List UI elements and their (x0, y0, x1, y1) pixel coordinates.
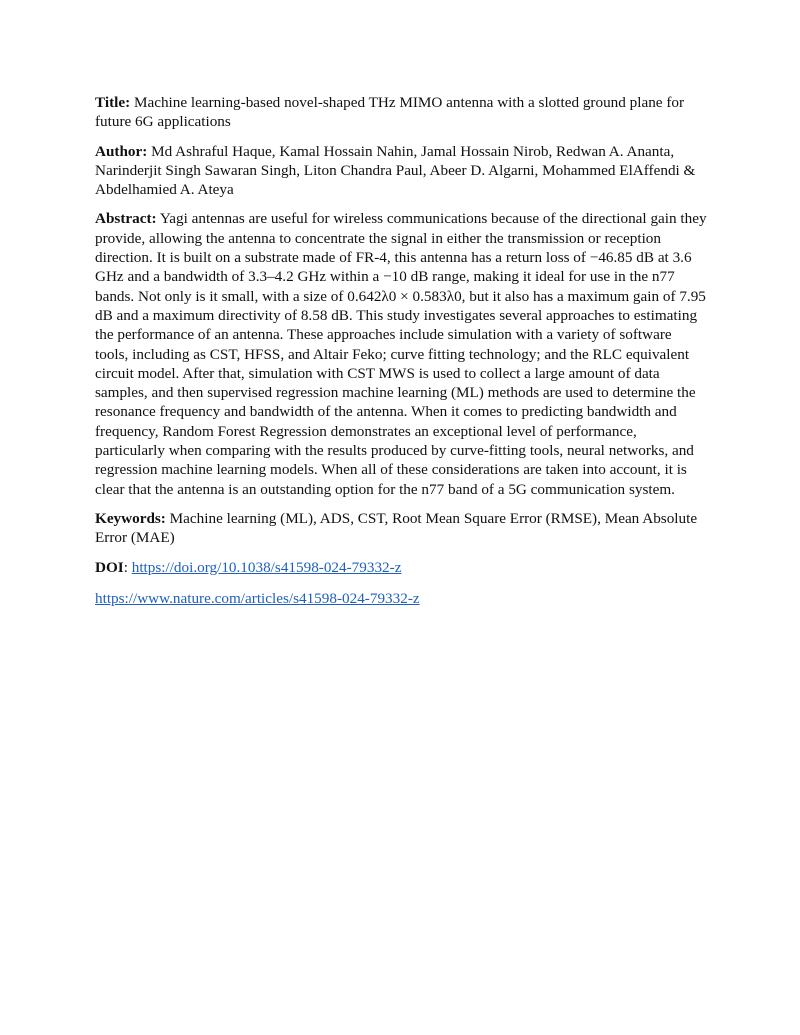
keywords-label: Keywords: (95, 509, 166, 527)
doi-separator: : (123, 558, 128, 576)
doi-link[interactable]: https://doi.org/10.1038/s41598-024-79332-z (131, 558, 402, 576)
title-text: Machine learning-based novel-shaped THz MIMO antenna with a slotted ground plane for future 6G applications (95, 94, 685, 131)
doi-label: DOI (95, 558, 124, 576)
abstract-paragraph (95, 209, 707, 498)
author-text: Md Ashraful Haque, Kamal Hossain Nahin, Jamal Hossain Nirob, Redwan A. Ananta, Narinderjit Singh Sawaran Singh, Liton Chandra Paul, Abeer D. Algarni, Mohammed ElAffendi & Abdelhamied A. Ateya (95, 142, 696, 199)
doi-paragraph (95, 558, 707, 577)
title-paragraph (95, 93, 707, 132)
keywords-paragraph (95, 509, 707, 548)
article-link[interactable]: https://www.nature.com/articles/s41598-024-79332-z (95, 589, 420, 607)
article-url-paragraph (95, 589, 707, 608)
keywords-text: Machine learning (ML), ADS, CST, Root Mean Square Error (RMSE), Mean Absolute Error (MAE) (95, 509, 698, 547)
abstract-label: Abstract: (95, 210, 157, 228)
title-label: Title: (95, 94, 131, 111)
abstract-text: Yagi antennas are useful for wireless communications because of the directional gain they provide, allowing the antenna to concentrate the signal in either the transmission or reception direction. It is built on a substrate made of FR-4, this antenna has a return loss of −46.85 dB at 3.6 GHz and a bandwidth of 3.3–4.2 GHz within a −10 dB range, making it ideal for use in the n77 bands. Not only is it small, with a size of 0.642λ0 × 0.583λ0, but it also has a maximum gain of 7.95 dB and a maximum directivity of 8.58 dB. This study investigates several approaches to estimating the performance of an antenna. These approaches include simulation with a variety of software tools, including as CST, HFSS, and Altair Feko; curve fitting technology; and the RLC equivalent circuit model. After that, simulation with CST MWS is used to collect a large amount of data samples, and then supervised regression machine learning (ML) methods are used to determine the resonance frequency and bandwidth of the antenna. When it comes to predicting bandwidth and frequency, Random Forest Regression demonstrates an exceptional level of performance, particularly when comparing with the results produced by curve-fitting tools, neural networks, and regression machine learning models. When all of these considerations are taken into account, it is clear that the antenna is an outstanding option for the n77 band of a 5G communication system. (95, 210, 707, 498)
author-paragraph (95, 142, 707, 200)
document-page (95, 93, 707, 618)
author-label: Author: (95, 142, 148, 160)
